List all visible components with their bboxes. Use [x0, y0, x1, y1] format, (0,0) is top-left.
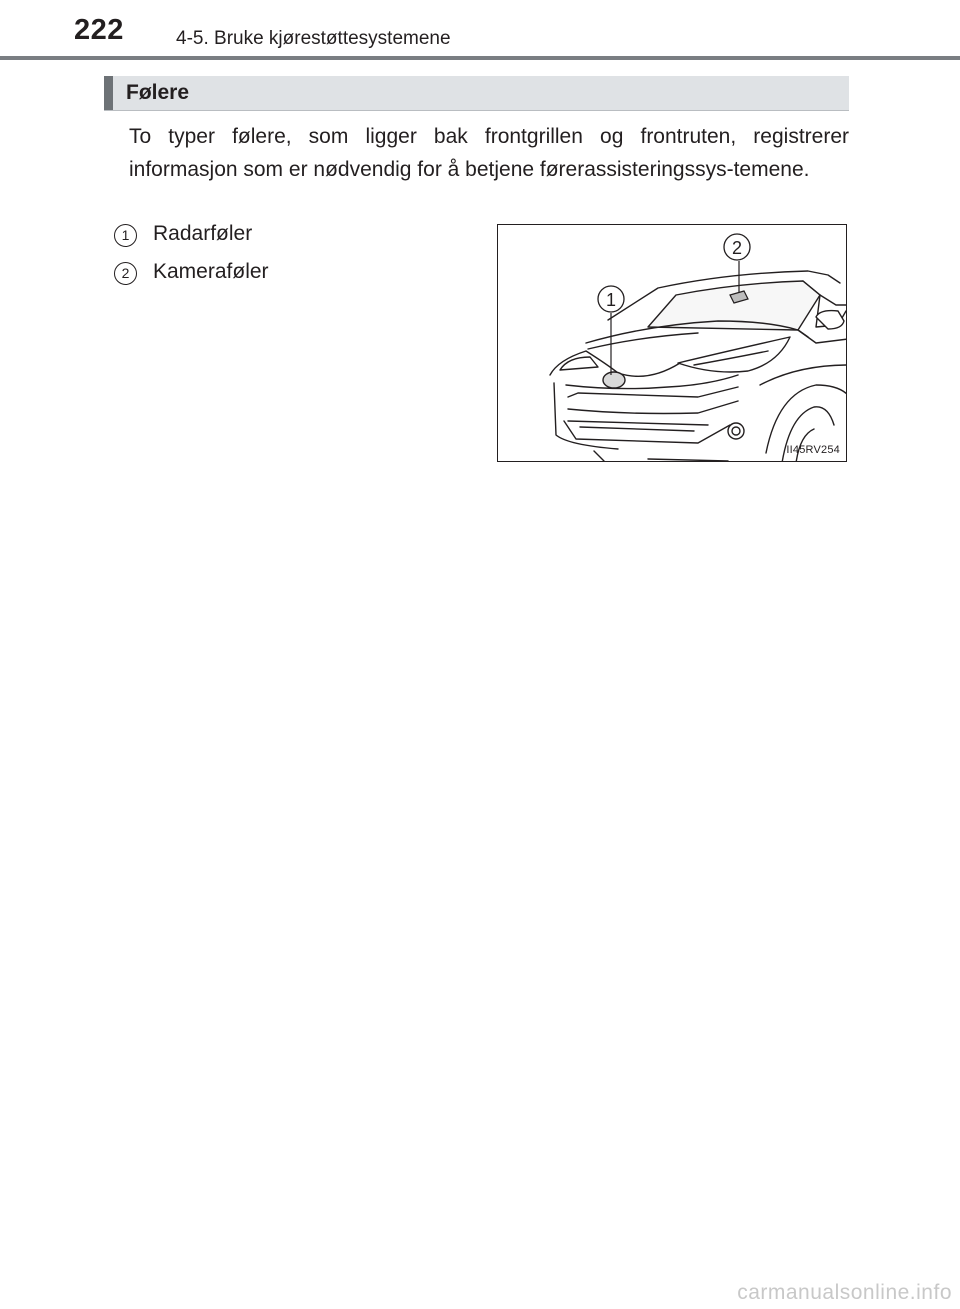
sensor-label-camera: Kameraføler: [153, 260, 269, 283]
section-header-bar: [104, 76, 113, 110]
number-badge: 1: [114, 224, 137, 247]
callout-1: 1: [605, 290, 617, 310]
sensor-label-radar: Radarføler: [153, 222, 253, 245]
page-number: 222: [74, 14, 124, 46]
callout-2: 2: [731, 238, 743, 258]
section-title: Følere: [126, 81, 190, 104]
chapter-title: 4-5. Bruke kjørestøttesystemene: [176, 28, 451, 49]
radar-sensor-icon: [603, 372, 625, 388]
header-rule: [0, 56, 960, 60]
car-sensor-figure: [497, 224, 847, 462]
intro-paragraph: To typer følere, som ligger bak frontgrillen og frontruten, registrerer informasjon som er nødvendig for å betjene førerassisteringssys-temene.: [129, 125, 849, 181]
section-header: [104, 76, 849, 111]
car-front-illustration: [498, 225, 847, 462]
number-badge: 2: [114, 262, 137, 285]
watermark: carmanualsonline.info: [737, 1281, 952, 1304]
figure-code: II45RV254: [786, 444, 840, 456]
